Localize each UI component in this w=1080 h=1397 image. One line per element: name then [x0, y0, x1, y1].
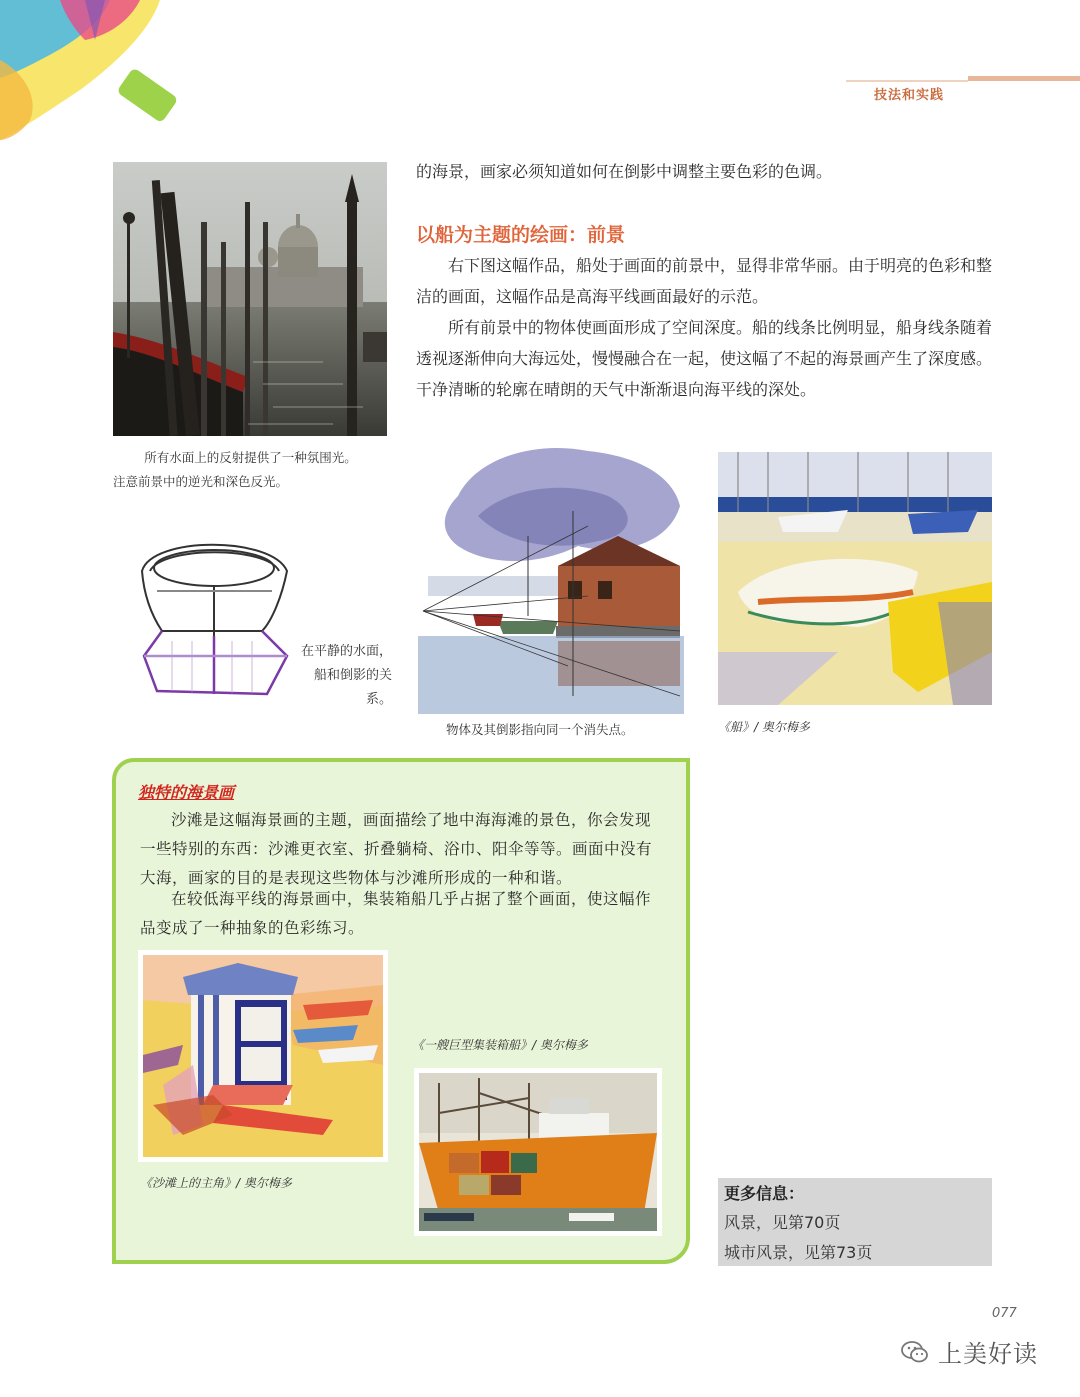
- harbor-caption: 物体及其倒影指向同一个消失点。: [446, 722, 634, 737]
- boats-caption: 《船》/ 奥尔梅多: [718, 720, 810, 734]
- watermark-text: 上美好读: [938, 1340, 1038, 1368]
- page-number: 077: [992, 1306, 1017, 1321]
- wechat-icon: [900, 1339, 930, 1365]
- container-ship-painting: [414, 1068, 662, 1236]
- beach-painting: [138, 950, 388, 1162]
- venice-caption: [113, 446, 403, 494]
- section-heading: 以船为主题的绘画：前景: [416, 224, 626, 246]
- intro-line: 的海景，画家必须知道如何在倒影中调整主要色彩的色调。: [416, 162, 833, 181]
- sidebar-box-paragraph-1: 沙滩是这幅海景画的主题，画面描绘了地中海海滩的景色，你会发现一些特别的东西：沙滩更衣室、折叠躺椅、浴巾、阳伞等等。画面中没有大海，画家的目的是表现这些物体与沙滩所形成的一种和谐。: [140, 811, 653, 887]
- paragraph-1: 右下图这幅作品，船处于画面的前景中，显得非常华丽。由于明亮的色彩和整洁的画面，这幅作品是高海平线画面最好的示范。: [416, 256, 993, 306]
- boat-reflection-sketch: [122, 516, 302, 706]
- watermark: [900, 1334, 1038, 1369]
- sketch-caption: 在平静的水面，船和倒影的关系。: [300, 644, 392, 707]
- sidebar-box-paragraph-2: 在较低海平线的海景画中，集装箱船几乎占据了整个画面，使这幅作品变成了一种抽象的色彩练习。: [140, 890, 652, 937]
- venice-gondola-photo: [113, 162, 387, 436]
- beach-caption: 《沙滩上的主角》/ 奥尔梅多: [140, 1176, 292, 1190]
- harbor-watercolor-painting: [418, 436, 684, 714]
- venice-caption-line-2: 注意前景中的逆光和深色反光。: [113, 474, 289, 489]
- more-info-title: 更多信息：: [724, 1184, 805, 1203]
- section-label: 技法和实践: [874, 88, 945, 103]
- pastel-splash-decoration: [0, 0, 200, 150]
- venice-caption-line-1: 所有水面上的反射提供了一种氛围光。: [144, 450, 357, 465]
- more-info-item: 风景，见第70页: [724, 1213, 841, 1232]
- ship-caption: 《一艘巨型集装箱船》/ 奥尔梅多: [412, 1038, 588, 1052]
- paragraph-2: 所有前景中的物体使画面形成了空间深度。船的线条比例明显，船身线条随着透视逐渐伸向大海远处，慢慢融合在一起，使这幅了不起的海景画产生了深度感。干净清晰的轮廓在晴朗的天气中渐渐退向海平线的深处。: [416, 318, 993, 399]
- sidebar-box-title: 独特的海景画: [138, 783, 235, 802]
- more-info-item: 城市风景，见第73页: [724, 1243, 873, 1262]
- header-rule-thin: [846, 80, 968, 82]
- header-rule: [968, 76, 1080, 81]
- boats-painting: [718, 452, 992, 705]
